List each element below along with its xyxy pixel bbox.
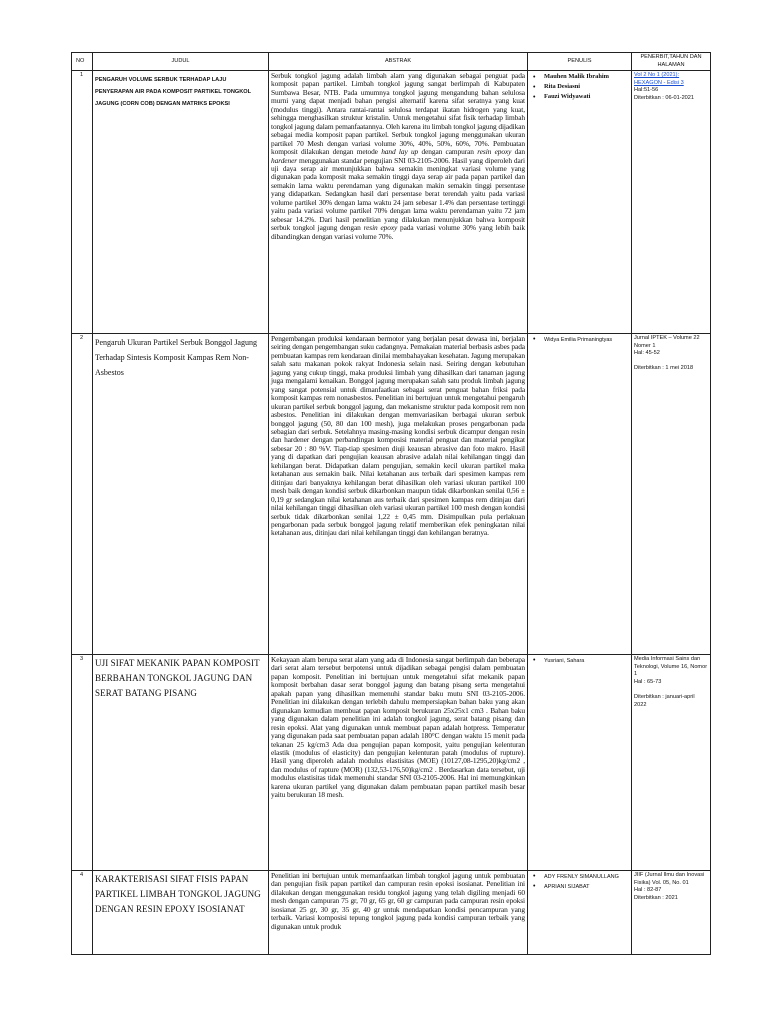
abstract-segment: menggunakan standar pengujian SNI 03-2105-2006. Hasil yang diperoleh dari uji daya serap air menunjukkan bahwa semakin meningkat variasi volume yang digunakan pada komposit maka semakin tinggi daya serap air pada papan partikel dan semakin lama waktu perendaman yang digunakan makin semakin tinggi persentase yang didapatkan. Sedangkan hasil dari persentase berat terendah yaitu pada variasi volume partikel 30% dengan lama waktu 24 jam sebesar 1.4% dan persentase tertinggi yaitu pada variasi volume partikel 70% dengan lama waktu perendaman yaitu 72 jam sebesar 14.2%. Dari hasil penelitian yang dilakukan menunjukkan bahwa komposit serbuk tongkol jagung dengan	[271, 155, 525, 233]
author-item: • Widya Emilia Primaningtyas	[544, 335, 629, 345]
abstract-italic-term: resin epoxy	[477, 147, 512, 157]
published-date: Diterbitkan : 1 mei 2018	[634, 365, 694, 372]
abstract-text: Kekayaan alam berupa serat alam yang ada di Indonesia sangat berlimpah dan beberapa dari serat alam tersebut berpotensi untuk dijadikan sebagai pengisi dalam pembuatan papan komposit. Penelitian ini bertujuan untuk mengetahui sifat mekanik papan komposit berbahan dasar serat bonggol jagung dan batang pisang serta mengetahui apakah papan yang dihasilkan memenuhi standar baku mutu SNI 03-2105-2006. Penelitian ini dilakukan dengan terlebih dahulu mempersiapkan bahan baku yang akan digunakan kemudian membuat papan komposit berukuran 25x25x1 cm3 . Bahan baku yang digunakan dalam penelitian ini adalah tongkol jagung, serat batang pisang dan resin epoksi. Alat yang digunakan untuk membuat papan adalah hotpress. Temperatur yang digunakan pada saat pembuatan papan adalah 180°C dengan waktu 15 menit pada tekanan 25 kg/cm3 Ada dua pengujian papan komposit, yaitu pengujian kelenturan elastik (modulus of elasticity) dan pengujian kelenturan patah (modulus of rupture). Hasil yang diperoleh adalah modulus elastisitas (MOE) (10127,08-1295,20)kg/cm2 , dan modulus of rapture (MOR) (132,53-176,50)kg/cm2 . Berdasarkan data tersebut, uji modulus elastisitas tidak memenuhi standar SNI 03-2105-2006. Hal ini memungkinkan karena ukuran partikel yang digunakan dalam pembuatan papan partikel masih besar yaitu berukuran 18 mesh.	[271, 655, 525, 800]
table-row	[72, 71, 711, 334]
publisher-info	[634, 72, 708, 102]
author-item: • Yusriani, Sahara	[544, 656, 629, 666]
row-number: 4	[72, 871, 93, 955]
literature-review-table	[71, 52, 711, 955]
authors-cell	[528, 655, 632, 871]
publisher-cell	[632, 71, 711, 334]
publisher-info	[634, 335, 708, 373]
table-row	[72, 871, 711, 955]
title-cell	[93, 71, 269, 334]
row-number: 3	[72, 655, 93, 871]
page-range: Hal: 45-52	[634, 350, 660, 357]
journal-issue-link[interactable]: Vol 2 No 1 (2021):	[634, 72, 680, 78]
header-judul: JUDUL	[93, 53, 269, 71]
published-date: Diterbitkan : 2021	[634, 894, 678, 901]
author-list	[530, 72, 629, 102]
abstract-text: Penelitian ini bertujuan untuk memanfaatkan limbah tongkol jagung untuk pembuatan dan pengujian fisik papan partikel dan campuran resin epoksi isosianat. Penelitian ini dilakukan dengan menggunakan residu tongkol jagung yang telah digiling menjadi 60 mesh dengan campuran 75 gr, 70 gr, 65 gr, 60 gr campuran pada campuran resin epoksi isosianat 25 gr, 30 gr, 35 gr, 40 gr untuk mendapatkan kondisi pencampuran yang terbaik. Variasi komposisi tepung tongkol jagung pada kondisi campuran terbaik yang digunakan untuk produk	[271, 871, 525, 931]
author-item: • Mauhen Malik Ibrahim	[544, 72, 629, 82]
authors-cell	[528, 871, 632, 955]
abstract-text	[271, 72, 525, 241]
published-date: Diterbitkan : januari-april 2022	[634, 693, 695, 708]
journal-name: Media Informasi Sains dan Teknologi, Volume 16, Nomor 1	[634, 656, 708, 678]
header-abstrak: ABSTRAK	[269, 53, 528, 71]
table-header-row	[72, 53, 711, 71]
paper-title: KARAKTERISASI SIFAT FISIS PAPAN PARTIKEL LIMBAH TONGKOL JAGUNG DENGAN RESIN EPOXY ISOSIANAT	[95, 874, 261, 914]
abstract-text: Pengembangan produksi kendaraan bermotor yang berjalan pesat dewasa ini, berjalan seiring dengan pengembangan suku cadangnya. Pemakaian material berbasis asbes pada pembuatan kampas rem kendaraan dinilai membahayakan kesehatan. Jagung merupakan salah satu makanan pokok rakyat Indonesia selain nasi. Seiring dengan kebutuhan jagung yang cukup tinggi, maka produksi limbah yang dihasilkan dari tanaman jagung juga mengalami kenaikan. Bonggol jagung merupakan salah satu produk limbah jagung yang sangat potensial untuk dimanfaatkan sebagai serat penguat bahan friksi pada komposit kampas rem nonasbestos. Penelitian ini bertujuan untuk mengetahui pengaruh ukuran partikel serbuk bonggol jagung, dan mekanisme struktur pada komposit rem non asbestos. Penelitian ini dilakukan dengan memvariasikan berbagai ukuran serbuk bonggol jagung (50, 80 dan 100 mesh), juga melakukan proses pengarbonan pada sebagian dari serbuk. Setelahnya masing-masing kondisi serbuk dicampur dengan resin dan hardener dengan perbandingan komposisi material penguat dan material pengikat sebesar 20 : 80 %V. Tiap-tiap spesimen diuji keausan abrasive dan foto makro. Hasil yang di dapatkan dari pengujian keausan abrasive adalah nilai kehilangan tinggi dan kehilangan berat. Didapatkan dalam pengujian, semakin kecil ukuran partikel maka ketahanan aus semakin baik. Nilai ketahanan aus terbaik dari spesimen kampas rem ditinjau dari banyaknya kehilangan berat dihasilkan oleh variasi ukuran partikel 100 mesh baik dengan kondisi serbuk dikarbonkan maupun tidak dikarbonkan senilai 0,56 ± 0,19 gr sedangkan nilai ketahanan aus terbaik dari spesimen kampas rem ditinjau dari nilai kehilangan tinggi dihasilkan oleh variasi ukuran partikel 100 mesh dengan kondisi serbuk tidak dikarbonkan senilai 1,22 ± 0,45 mm. Disimpulkan pula perlakuan pengarbonan pada serbuk bonggol jagung relatif memberikan efek peningkatan nilai ketahanan aus, ditinjau dari nilai kehilangan tinggi dan kehilangan beratnya.	[271, 334, 525, 538]
publisher-cell	[632, 871, 711, 955]
authors-cell	[528, 71, 632, 334]
published-date: Diterbitkan : 06-01-2021	[634, 94, 695, 101]
header-penerbit: PENERBIT,TAHUN DAN HALAMAN	[632, 53, 711, 71]
table-row	[72, 655, 711, 871]
page-range: Hal:51-56	[634, 87, 659, 94]
journal-edition-link[interactable]: HEXAGON - Edisi 3	[634, 79, 684, 86]
paper-title: Pengaruh Ukuran Partikel Serbuk Bonggol Jagung Terhadap Sintesis Komposit Kampas Rem Non-Asbestos	[95, 338, 257, 377]
author-item: • ADY FRENLY SIMANULLANG	[544, 872, 629, 882]
header-penulis: PENULIS	[528, 53, 632, 71]
author-list	[530, 656, 629, 666]
abstract-segment: Serbuk tongkol jagung adalah limbah alam yang digunakan sebagai penguat pada komposit papan partikel. Limbah tongkol jagung sangat berlimpah di Kabupaten Sumbawa Besar, NTB. Pada umumnya tongkol jagung mengandung bahan selulosa murni yang dapat menjadi bahan pengisi alternatif karena sifat seratnya yang kuat (modulus tinggi). Antara rantai-rantai selulosa terdapat ikatan hidrogen yang kuat, sehingga menghasilkan struktur kristalin. Untuk mengetahui sifat fisik terhadap limbah tongkol jagung dalam pemanfaatannya. Oleh karena itu limbah tongkol jagung dijadikan sebagai media komposit papan partikel. Serbuk tongkol jagung menggunakan ukuran partikel 70 Mesh dengan variasi volume 30%, 40%, 50%, 60%, 70%. Pembuatan komposit dilakukan dengan metode	[271, 71, 525, 157]
paper-title: UJI SIFAT MEKANIK PAPAN KOMPOSIT BERBAHAN TONGKOL JAGUNG DAN SERAT BATANG PISANG	[95, 658, 260, 698]
title-cell	[93, 871, 269, 955]
publisher-info	[634, 656, 708, 709]
abstract-segment: dan	[511, 147, 526, 157]
header-no: NO	[72, 53, 93, 71]
author-list	[530, 872, 629, 892]
page-range: Hal : 65-73	[634, 678, 662, 685]
table-row	[72, 334, 711, 655]
paper-title: PENGARUH VOLUME SERBUK TERHADAP LAJU PENYERAPAN AIR PADA KOMPOSIT PARTIKEL TONGKOL JAGUNG (CORN COB) DENGAN MATRIKS EPOKSI	[95, 77, 251, 107]
abstract-cell	[269, 334, 528, 655]
page-range: Hal : 82-87	[634, 887, 662, 894]
publisher-info	[634, 872, 708, 902]
journal-name: Jurnal IPTEK – Volume 22 Nomer 1	[634, 335, 700, 349]
title-cell	[93, 655, 269, 871]
author-item: • Rita Desiasni	[544, 82, 629, 92]
literature-table-sheet	[71, 52, 710, 955]
authors-cell	[528, 334, 632, 655]
abstract-cell	[269, 871, 528, 955]
journal-name: JIIF (Jurnal Ilmu dan Inovasi Fisika) Vol. 05, No. 01	[634, 872, 705, 886]
abstract-cell	[269, 71, 528, 334]
abstract-italic-term: resin epoxy	[363, 223, 398, 233]
abstract-cell	[269, 655, 528, 871]
publisher-cell	[632, 655, 711, 871]
author-item: • Fauzi Widyawati	[544, 92, 629, 102]
row-number: 2	[72, 334, 93, 655]
row-number: 1	[72, 71, 93, 334]
author-list	[530, 335, 629, 345]
abstract-italic-term: hardener	[271, 155, 298, 165]
publisher-cell	[632, 334, 711, 655]
abstract-segment: pada variasi volume 30% yang lebih baik dibandingkan dengan variasi volume 70%.	[271, 223, 525, 241]
author-item: • APRIANI SIJABAT	[544, 882, 629, 892]
abstract-segment: dengan campuran	[418, 147, 478, 157]
title-cell	[93, 334, 269, 655]
abstract-italic-term: hand lay up	[381, 147, 419, 157]
